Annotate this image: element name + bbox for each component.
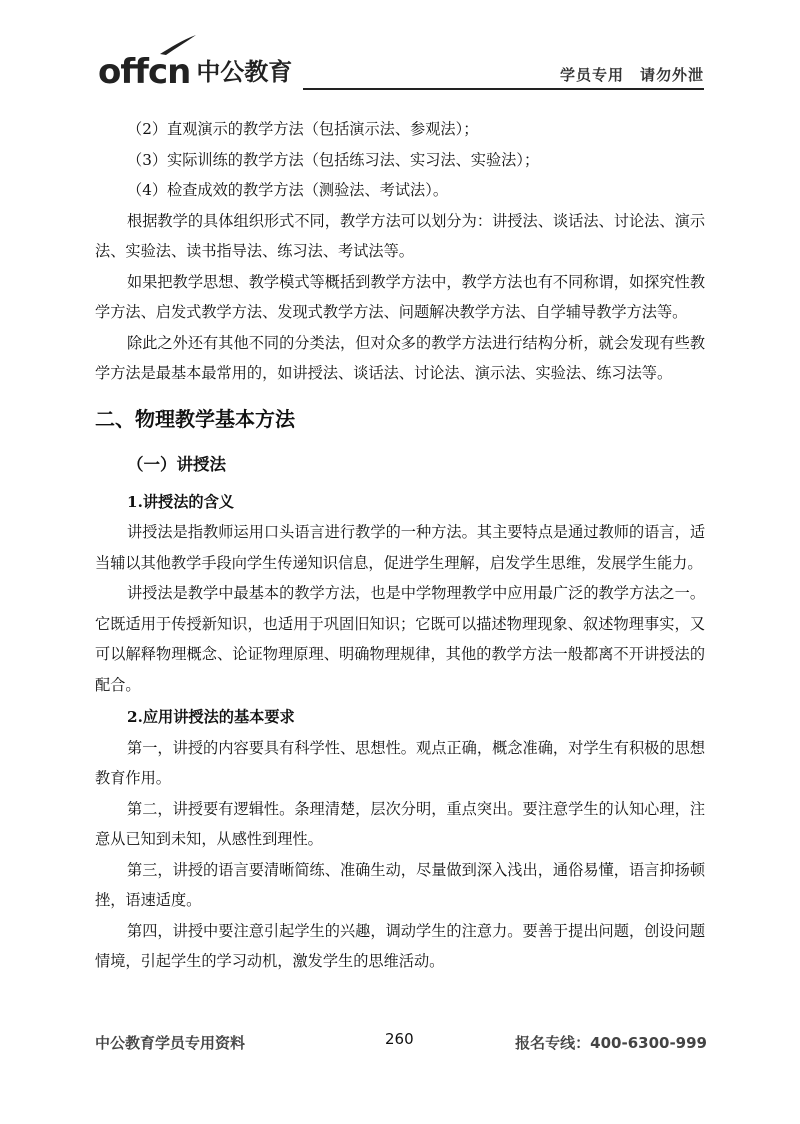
paragraph: 第四，讲授中要注意引起学生的兴趣，调动学生的注意力。要善于提出问题，创设问题情境，引起学生的学习动机，激发学生的思维活动。 bbox=[95, 921, 705, 970]
list-item: （4）检查成效的教学方法（测验法、考试法）。 bbox=[127, 181, 449, 199]
paragraph: 第三，讲授的语言要清晰简练、准确生动，尽量做到深入浅出，通俗易懂，语言抑扬顿挫，语速适度。 bbox=[95, 860, 705, 909]
footer-left-label: 中公教育学员专用资料 bbox=[95, 1034, 246, 1052]
header-tags bbox=[560, 64, 704, 85]
header-tag-student-only: 学员专用 bbox=[559, 66, 624, 84]
page-number: 260 bbox=[385, 1030, 414, 1048]
paragraph: 除此之外还有其他不同的分类法，但对众多的教学方法进行结构分析，就会发现有些教学方法是最基本最常用的，如讲授法、谈话法、讨论法、演示法、实验法、练习法等。 bbox=[95, 333, 705, 382]
paragraph: 如果把教学思想、教学模式等概括到教学方法中，教学方法也有不同称谓，如探究性教学方法、启发式教学方法、发现式教学方法、问题解决教学方法、自学辅导教学方法等。 bbox=[95, 272, 705, 321]
logo-chinese-text: 中公教育 bbox=[196, 58, 293, 86]
footer-hotline: 报名专线：400-6300-999 bbox=[515, 1034, 707, 1052]
offcn-logo bbox=[98, 48, 292, 90]
paragraph: 根据教学的具体组织形式不同，教学方法可以划分为：讲授法、谈话法、讨论法、演示法、实验法、读书指导法、练习法、考试法等。 bbox=[95, 211, 705, 260]
paragraph: 第一，讲授的内容要具有科学性、思想性。观点正确，概念准确，对学生有积极的思想教育作用。 bbox=[95, 738, 705, 787]
logo-swoosh-icon bbox=[158, 34, 198, 56]
section-title: 二、物理教学基本方法 bbox=[95, 406, 295, 431]
paragraph: 讲授法是教学中最基本的教学方法，也是中学物理教学中应用最广泛的教学方法之一。它既适用于传授新知识，也适用于巩固旧知识；它既可以描述物理现象、叙述物理事实，又可以解释物理概念、论证物理原理、明确物理规律，其他的教学方法一般都离不开讲授法的配合。 bbox=[95, 584, 705, 694]
list-item: （3）实际训练的教学方法（包括练习法、实习法、实验法）； bbox=[127, 150, 540, 169]
page-footer bbox=[95, 1030, 707, 1054]
paragraph: 第二，讲授要有逻辑性。条理清楚，层次分明，重点突出。要注意学生的认知心理，注意从已知到未知，从感性到理性。 bbox=[95, 799, 705, 848]
list-item: （2）直观演示的教学方法（包括演示法、参观法）； bbox=[127, 120, 479, 138]
heading-requirements: 2.应用讲授法的基本要求 bbox=[127, 708, 295, 726]
header-tag-no-distribution: 请勿外泄 bbox=[639, 66, 704, 84]
subsection-title: （一）讲授法 bbox=[127, 454, 226, 474]
logo-latin-text: offcn bbox=[98, 52, 191, 92]
paragraph: 讲授法是指教师运用口头语言进行教学的一种方法。其主要特点是通过教师的语言，适当辅以其他教学手段向学生传递知识信息，促进学生理解，启发学生思维，发展学生能力。 bbox=[95, 523, 705, 572]
page-content bbox=[95, 114, 705, 977]
header-rule bbox=[303, 88, 704, 90]
page-header bbox=[98, 38, 704, 90]
heading-definition: 1.讲授法的含义 bbox=[127, 492, 234, 511]
